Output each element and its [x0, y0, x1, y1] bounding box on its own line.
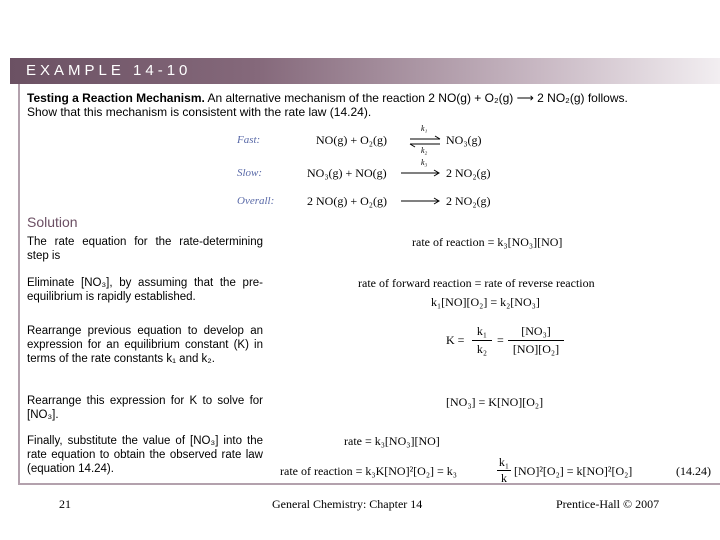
- solution-step-3: Rearrange previous equation to develop an expression for an equilibrium constant (K) in terms of the rate constants k₁ and k₂.: [27, 325, 263, 365]
- solution-step-4: Rearrange this expression for K to solve for [NO₃].: [27, 395, 263, 421]
- rate-equality-statement: rate of forward reaction = rate of reverse reaction: [358, 276, 595, 290]
- solution-step-5: Finally, substitute the value of [NO₃] into the rate equation to obtain the observed rate law (equation 14.24).: [27, 435, 263, 475]
- fast-k-reverse: k₂: [421, 146, 428, 155]
- problem-line-1: An alternative mechanism of the reaction 2 NO(g) + O₂(g) ⟶ 2 NO₂(g) follows.: [207, 91, 628, 105]
- solution-step-1: The rate equation for the rate-determining step is: [27, 236, 263, 262]
- rate-equation: rate of reaction = k₃[NO₃][NO]: [412, 235, 563, 249]
- slow-step-label: Slow:: [237, 167, 263, 179]
- k-ratio-fraction: [472, 324, 492, 358]
- solution-heading: Solution: [27, 214, 78, 230]
- final-k-denominator: k: [501, 471, 507, 485]
- problem-statement: [27, 91, 717, 119]
- concentration-denominator: [NO][O₂]: [512, 342, 560, 356]
- final-k-fraction: [497, 455, 511, 487]
- final-k-numerator: k₁: [498, 455, 510, 469]
- fast-step-reactants: NO(g) + O₂(g): [316, 133, 387, 147]
- fraction-bar: [508, 340, 564, 341]
- page-number: 21: [59, 497, 71, 511]
- substituted-rate: rate = k₃[NO₃][NO]: [344, 434, 440, 448]
- bottom-border-rule: [18, 483, 720, 485]
- fast-step-label: Fast:: [237, 134, 261, 146]
- right-arrow-icon: [399, 168, 441, 178]
- slow-step-products: 2 NO₂(g): [446, 166, 491, 180]
- solution-step-2: Eliminate [NO₃], by assuming that the pre-equilibrium is rapidly established.: [27, 277, 263, 303]
- left-border-rule: [18, 84, 20, 484]
- equation-reference: (14.24): [676, 464, 711, 478]
- no3-expression: [NO₃] = K[NO][O₂]: [446, 395, 544, 409]
- fast-step-products: NO₃(g): [446, 133, 482, 147]
- footer-copyright: Prentice-Hall © 2007: [556, 497, 660, 511]
- concentration-fraction: [508, 324, 564, 358]
- slow-step-reactants: NO₃(g) + NO(g): [307, 166, 387, 180]
- overall-reactants: 2 NO(g) + O₂(g): [307, 194, 387, 208]
- concentration-numerator: [NO₃]: [521, 324, 551, 338]
- k-ratio-numerator: k₁: [476, 324, 488, 338]
- footer-course: General Chemistry: Chapter 14: [272, 497, 423, 511]
- rate-equality-equation: k₁[NO][O₂] = k₂[NO₃]: [431, 295, 540, 309]
- final-rate-right: [NO]²[O₂] = k[NO]²[O₂]: [514, 464, 633, 478]
- slow-k: k₃: [421, 158, 428, 167]
- equilibrium-constant-lhs: K =: [446, 333, 465, 347]
- fast-k-forward: k₁: [421, 124, 428, 133]
- overall-products: 2 NO₂(g): [446, 194, 491, 208]
- k-ratio-denominator: k₂: [476, 342, 488, 356]
- problem-line-2: Show that this mechanism is consistent with the rate law (14.24).: [27, 105, 372, 119]
- right-arrow-icon: [399, 196, 441, 206]
- final-rate-left: rate of reaction = k₃K[NO]²[O₂] = k₃: [280, 464, 457, 478]
- overall-label: Overall:: [237, 195, 275, 207]
- fraction-bar: [472, 340, 492, 341]
- equals-sign: =: [497, 333, 504, 347]
- example-title: EXAMPLE 14-10: [26, 62, 192, 79]
- problem-heading: Testing a Reaction Mechanism.: [27, 91, 205, 105]
